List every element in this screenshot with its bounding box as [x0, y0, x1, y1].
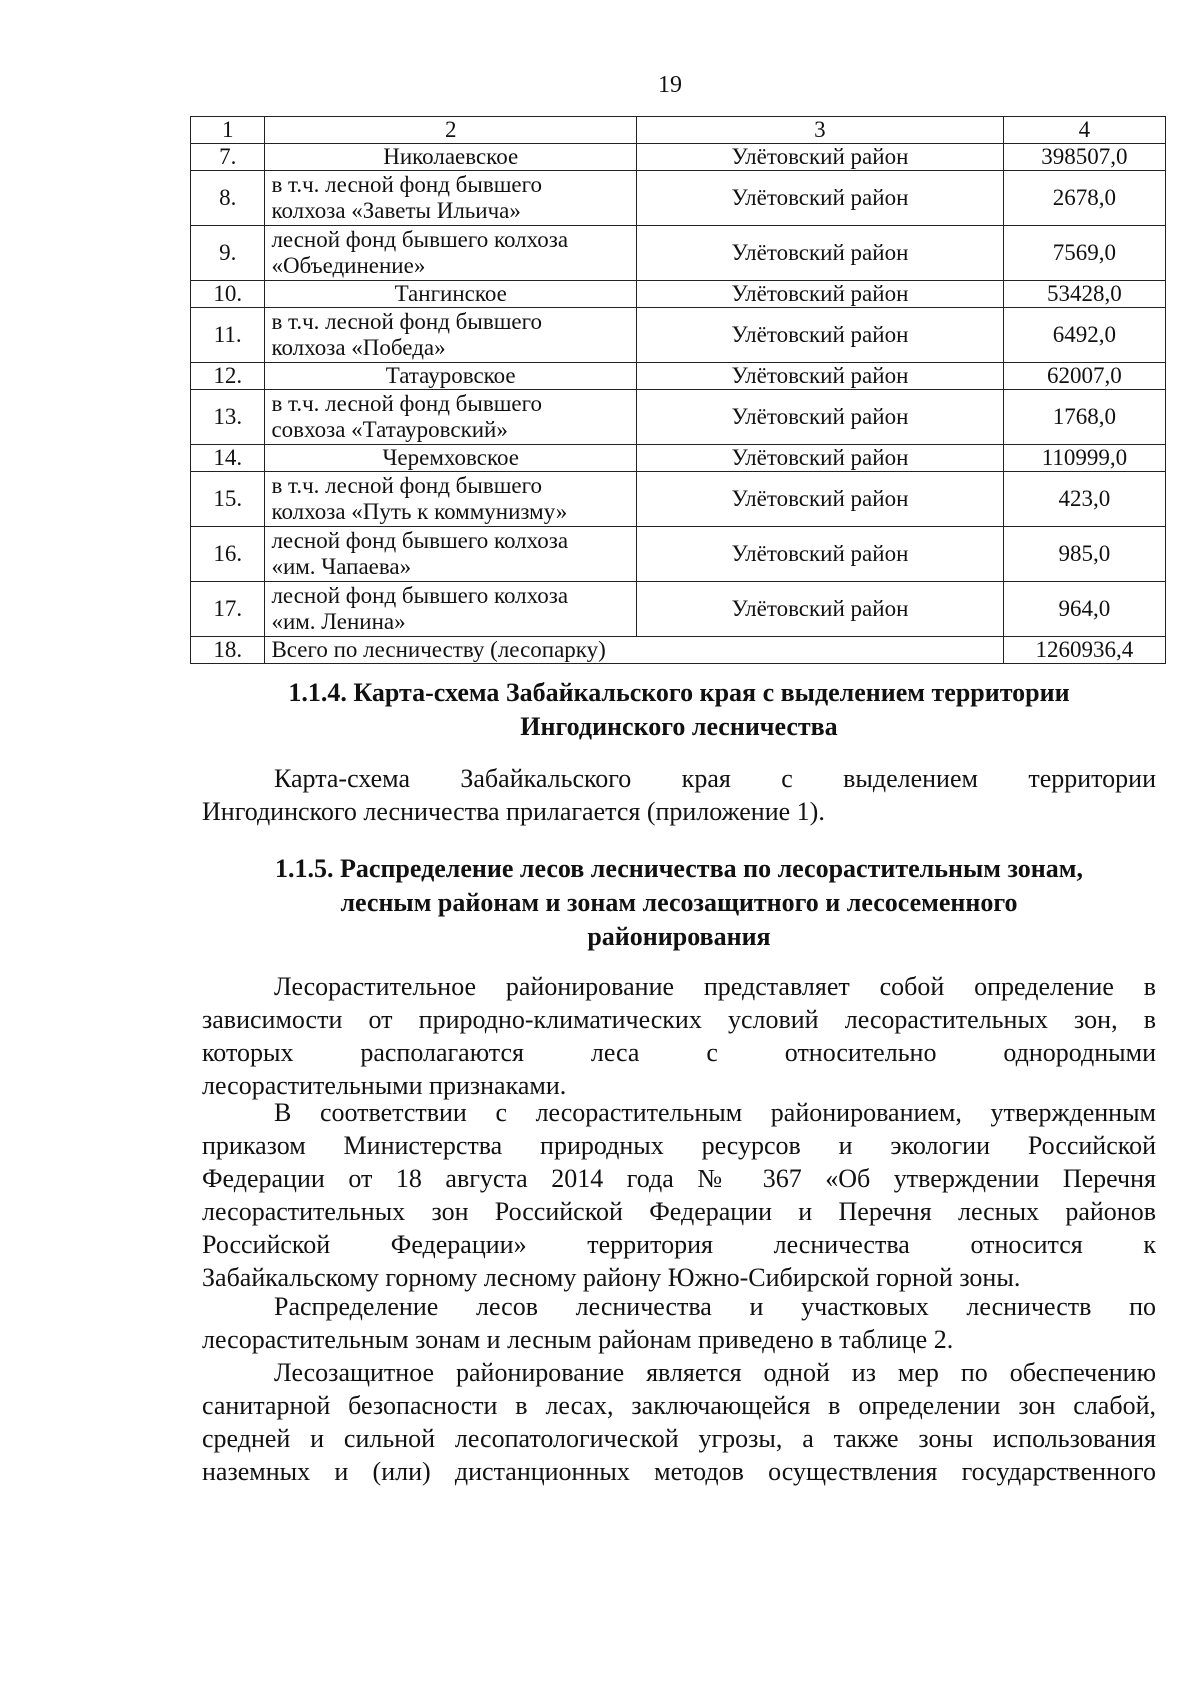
row-value-cell: 62007,0	[1003, 363, 1165, 390]
row-value-cell: 7569,0	[1003, 226, 1165, 281]
row-name-cell	[265, 527, 637, 582]
row-district-cell: Улётовский район	[636, 390, 1003, 445]
row-name-cell	[265, 445, 637, 472]
row-district-cell: Улётовский район	[636, 582, 1003, 637]
row-value-cell: 110999,0	[1003, 445, 1165, 472]
forestry-table	[190, 116, 1166, 664]
row-name-line: Татауровское	[385, 363, 516, 388]
paragraph-line: Забайкальскому горному лесному району Южно-Сибирской горной зоны.	[202, 1263, 1021, 1292]
paragraph-line: наземных и (или) дистанционных методов осуществления государственного	[202, 1457, 1156, 1486]
table-row	[191, 144, 1166, 171]
table-total-row	[191, 637, 1166, 664]
row-district-cell: Улётовский район	[636, 226, 1003, 281]
row-name-line: колхоза «Путь к коммунизму»	[271, 499, 568, 524]
row-district-cell: Улётовский район	[636, 472, 1003, 527]
row-name-cell	[265, 281, 637, 308]
row-name-cell	[265, 390, 637, 445]
row-number-cell: 7.	[191, 144, 265, 171]
row-number-cell: 18.	[191, 637, 265, 664]
paragraph-line: которых располагаются леса с относительно однородными	[202, 1038, 1156, 1067]
paragraph-line: зависимости от природно-климатических условий лесорастительных зон, в	[202, 1005, 1156, 1034]
row-number-cell: 9.	[191, 226, 265, 281]
table-row	[191, 308, 1166, 363]
row-name-line: лесной фонд бывшего колхоза	[271, 528, 569, 553]
row-district-cell: Улётовский район	[636, 445, 1003, 472]
row-value-cell: 2678,0	[1003, 171, 1165, 226]
row-name-line: в т.ч. лесной фонд бывшего	[271, 309, 542, 334]
row-number-cell: 17.	[191, 582, 265, 637]
row-number-cell: 13.	[191, 390, 265, 445]
table-row	[191, 363, 1166, 390]
table-row	[191, 281, 1166, 308]
row-name-line: в т.ч. лесной фонд бывшего	[271, 172, 542, 197]
row-value-cell: 423,0	[1003, 472, 1165, 527]
table-row	[191, 527, 1166, 582]
paragraph-line: средней и сильной лесопатологической угрозы, а также зоны использования	[202, 1424, 1156, 1453]
row-district-cell: Улётовский район	[636, 171, 1003, 226]
table-row	[191, 582, 1166, 637]
row-value-cell: 985,0	[1003, 527, 1165, 582]
paragraph-line: Распределение лесов лесничества и участковых лесничеств по	[274, 1292, 1156, 1321]
row-name-line: в т.ч. лесной фонд бывшего	[271, 391, 542, 416]
row-name-line: лесной фонд бывшего колхоза	[271, 583, 569, 608]
paragraph-line: Ингодинского лесничества прилагается (приложение 1).	[202, 797, 825, 826]
row-value-cell: 53428,0	[1003, 281, 1165, 308]
total-label-cell: Всего по лесничеству (лесопарку)	[265, 637, 1003, 664]
header-cell-3: 3	[636, 117, 1003, 144]
table-header-row	[191, 117, 1166, 144]
total-value-cell: 1260936,4	[1003, 637, 1165, 664]
section-114-paragraph	[202, 762, 1156, 828]
row-name-line: Черемховское	[382, 445, 519, 470]
table-row	[191, 445, 1166, 472]
row-name-line: «им. Ленина»	[271, 609, 406, 634]
row-number-cell: 8.	[191, 171, 265, 226]
row-name-line: лесной фонд бывшего колхоза	[271, 227, 569, 252]
paragraph-line: приказом Министерства природных ресурсов и экологии Российской	[202, 1131, 1156, 1160]
row-name-line: в т.ч. лесной фонд бывшего	[271, 473, 542, 498]
paragraph-line: лесорастительными признаками.	[202, 1071, 567, 1100]
row-district-cell: Улётовский район	[636, 527, 1003, 582]
header-cell-2: 2	[265, 117, 637, 144]
row-number-cell: 14.	[191, 445, 265, 472]
row-name-line: колхоза «Заветы Ильича»	[271, 198, 521, 223]
row-value-cell: 398507,0	[1003, 144, 1165, 171]
heading-line: лесным районам и зонам лесозащитного и лесосеменного	[340, 888, 1018, 917]
section-115-heading	[202, 852, 1156, 954]
row-district-cell: Улётовский район	[636, 281, 1003, 308]
row-name-line: совхоза «Татауровский»	[271, 417, 508, 442]
paragraph-line: Российской Федерации» территория лесничества относится к	[202, 1230, 1156, 1259]
row-district-cell: Улётовский район	[636, 308, 1003, 363]
row-value-cell: 964,0	[1003, 582, 1165, 637]
paragraph	[202, 1356, 1156, 1488]
row-name-line: Николаевское	[383, 144, 519, 169]
heading-line: Ингодинского лесничества	[520, 712, 838, 741]
paragraph	[202, 1290, 1156, 1356]
row-name-cell	[265, 363, 637, 390]
row-name-line: колхоза «Победа»	[271, 335, 446, 360]
paragraph	[202, 1096, 1156, 1294]
paragraph-line: Карта-схема Забайкальского края с выделением территории	[274, 764, 1156, 793]
row-value-cell: 6492,0	[1003, 308, 1165, 363]
row-value-cell: 1768,0	[1003, 390, 1165, 445]
paragraph-line: Федерации от 18 августа 2014 года № 367 «Об утверждении Перечня	[202, 1164, 1156, 1193]
paragraph-line: лесорастительных зон Российской Федерации и Перечня лесных районов	[202, 1197, 1156, 1226]
paragraph-line: Лесорастительное районирование представляет собой определение в	[274, 972, 1156, 1001]
paragraph-line: санитарной безопасности в лесах, заключающейся в определении зон слабой,	[202, 1391, 1156, 1420]
row-district-cell: Улётовский район	[636, 144, 1003, 171]
row-number-cell: 12.	[191, 363, 265, 390]
row-name-cell	[265, 472, 637, 527]
row-name-cell	[265, 226, 637, 281]
row-name-line: Тангинское	[394, 281, 507, 306]
row-number-cell: 16.	[191, 527, 265, 582]
heading-line: 1.1.4. Карта-схема Забайкальского края с выделением территории	[288, 678, 1070, 707]
table-row	[191, 171, 1166, 226]
row-number-cell: 15.	[191, 472, 265, 527]
row-name-line: «Объединение»	[271, 253, 426, 278]
paragraph-line: лесорастительным зонам и лесным районам приведено в таблице 2.	[202, 1325, 954, 1354]
paragraph-line: В соответствии с лесорастительным районированием, утвержденным	[274, 1098, 1156, 1127]
paragraph	[202, 970, 1156, 1102]
section-114-heading	[202, 676, 1156, 744]
row-name-cell	[265, 308, 637, 363]
header-cell-4: 4	[1003, 117, 1165, 144]
row-name-cell	[265, 582, 637, 637]
heading-line: районирования	[587, 922, 771, 951]
row-name-line: «им. Чапаева»	[271, 554, 412, 579]
row-number-cell: 10.	[191, 281, 265, 308]
table-row	[191, 472, 1166, 527]
header-cell-1: 1	[191, 117, 265, 144]
row-district-cell: Улётовский район	[636, 363, 1003, 390]
row-name-cell	[265, 171, 637, 226]
page-number: 19	[658, 72, 682, 98]
heading-line: 1.1.5. Распределение лесов лесничества по лесорастительным зонам,	[275, 854, 1083, 883]
table-row	[191, 390, 1166, 445]
paragraph-line: Лесозащитное районирование является одной из мер по обеспечению	[274, 1358, 1156, 1387]
table-row	[191, 226, 1166, 281]
row-name-cell	[265, 144, 637, 171]
row-number-cell: 11.	[191, 308, 265, 363]
